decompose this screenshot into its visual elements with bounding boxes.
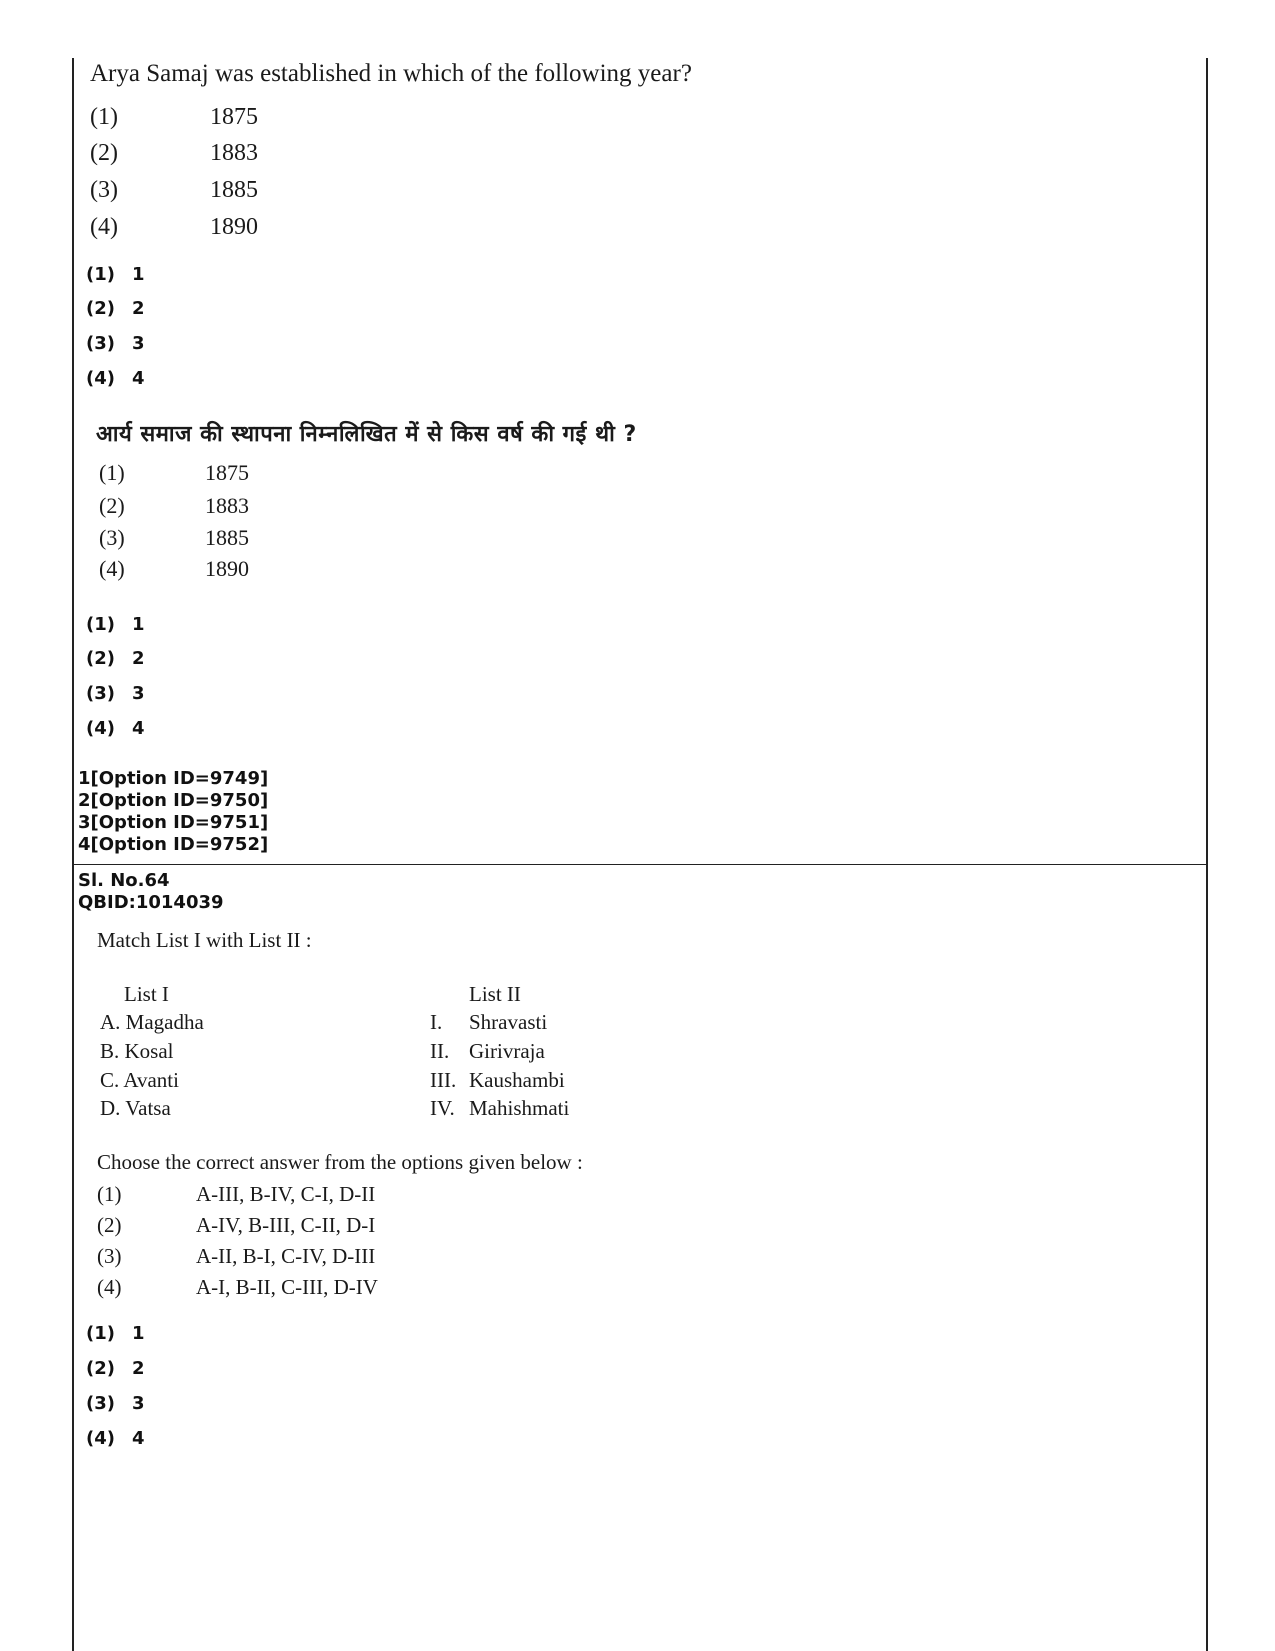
question-text-en: Arya Samaj was established in which of the following year?: [90, 60, 692, 87]
list2-numeral: IV.: [430, 1096, 455, 1120]
option-value: 1883: [210, 140, 258, 166]
answer-value: 3: [132, 333, 145, 354]
option-value: A-IV, B-III, C-II, D-I: [196, 1213, 376, 1237]
option-number: (2): [97, 1213, 122, 1237]
answer-value: 4: [132, 368, 145, 389]
answer-choice[interactable]: [86, 1393, 145, 1414]
list1-item: C. Avanti: [100, 1068, 179, 1092]
answer-choice[interactable]: [86, 1323, 145, 1344]
answer-choice[interactable]: [86, 1358, 145, 1379]
option-value: 1875: [205, 460, 249, 485]
option-number: (3): [97, 1244, 122, 1268]
list1-item: D. Vatsa: [100, 1096, 171, 1120]
option-number: (1): [97, 1182, 122, 1206]
answer-choice[interactable]: [86, 718, 145, 739]
answer-label: (4): [86, 368, 115, 389]
option-value: 1875: [210, 104, 258, 130]
answer-value: 1: [132, 614, 145, 635]
answer-value: 2: [132, 1358, 145, 1379]
list2-numeral: II.: [430, 1039, 450, 1063]
list2-value: Mahishmati: [469, 1096, 570, 1120]
answer-choice[interactable]: [86, 368, 145, 389]
option-number: (3): [90, 177, 118, 203]
list2-numeral: I.: [430, 1010, 443, 1034]
option-id-line: 1[Option ID=9749]: [78, 768, 269, 789]
instruction-text: Choose the correct answer from the options given below :: [97, 1150, 583, 1174]
option-row-hi: [99, 460, 249, 486]
option-row-en: [90, 140, 258, 167]
answer-choice[interactable]: [86, 683, 145, 704]
answer-label: (1): [86, 264, 115, 285]
answer-choice[interactable]: [86, 648, 145, 669]
option-value: A-I, B-II, C-III, D-IV: [196, 1275, 378, 1299]
list2-item: [430, 1096, 570, 1121]
answer-value: 2: [132, 298, 145, 319]
answer-label: (3): [86, 1393, 115, 1414]
answer-value: 1: [132, 1323, 145, 1344]
option-value: 1883: [205, 493, 249, 518]
option-row-hi: [99, 493, 249, 519]
list1-item: A. Magadha: [100, 1010, 204, 1034]
page-border-right: [1206, 58, 1208, 1651]
option-number: (2): [99, 493, 125, 518]
list2-item: [430, 1068, 565, 1093]
option-row-en: [90, 177, 258, 204]
question-divider: [72, 864, 1208, 865]
answer-choice[interactable]: [86, 264, 145, 285]
option-number: (4): [99, 556, 125, 581]
option-row-en: [90, 214, 258, 241]
option-number: (1): [99, 460, 125, 485]
answer-choice[interactable]: [86, 1428, 145, 1449]
answer-label: (3): [86, 683, 115, 704]
option-row: [97, 1213, 376, 1238]
option-row: [97, 1244, 376, 1269]
answer-label: (4): [86, 718, 115, 739]
option-id-line: 2[Option ID=9750]: [78, 790, 269, 811]
list2-numeral: III.: [430, 1068, 457, 1092]
answer-choice[interactable]: [86, 333, 145, 354]
answer-label: (1): [86, 1323, 115, 1344]
answer-label: (4): [86, 1428, 115, 1449]
qbid: QBID:1014039: [78, 892, 224, 913]
option-number: (4): [90, 214, 118, 240]
list1-item: B. Kosal: [100, 1039, 174, 1063]
list2-value: Kaushambi: [469, 1068, 565, 1092]
answer-value: 1: [132, 264, 145, 285]
answer-label: (2): [86, 298, 115, 319]
option-value: 1890: [210, 214, 258, 240]
option-number: (3): [99, 525, 125, 550]
question-prompt: Match List I with List II :: [97, 928, 312, 952]
answer-label: (2): [86, 648, 115, 669]
answer-label: (3): [86, 333, 115, 354]
option-value: 1890: [205, 556, 249, 581]
serial-number: Sl. No.64: [78, 870, 170, 891]
option-value: A-II, B-I, C-IV, D-III: [196, 1244, 376, 1268]
answer-label: (1): [86, 614, 115, 635]
list2-value: Girivraja: [469, 1039, 545, 1063]
option-id-line: 3[Option ID=9751]: [78, 812, 269, 833]
option-number: (4): [97, 1275, 122, 1299]
option-row-hi: [99, 556, 249, 582]
option-row: [97, 1275, 378, 1300]
answer-value: 3: [132, 683, 145, 704]
answer-label: (2): [86, 1358, 115, 1379]
option-value: 1885: [205, 525, 249, 550]
option-row-en: [90, 104, 258, 131]
answer-choice[interactable]: [86, 614, 145, 635]
option-number: (2): [90, 140, 118, 166]
answer-value: 2: [132, 648, 145, 669]
list2-value: Shravasti: [469, 1010, 548, 1034]
answer-value: 3: [132, 1393, 145, 1414]
option-number: (1): [90, 104, 118, 130]
list2-item: [430, 1010, 548, 1035]
answer-choice[interactable]: [86, 298, 145, 319]
list2-header: List II: [469, 982, 521, 1006]
question-text-hi: आर्य समाज की स्थापना निम्नलिखित में से किस वर्ष की गई थी ?: [96, 422, 637, 447]
option-row-hi: [99, 525, 249, 551]
list1-header: List I: [124, 982, 169, 1006]
answer-value: 4: [132, 718, 145, 739]
page-border-left: [72, 58, 74, 1651]
answer-value: 4: [132, 1428, 145, 1449]
option-value: A-III, B-IV, C-I, D-II: [196, 1182, 376, 1206]
list2-item: [430, 1039, 545, 1064]
option-value: 1885: [210, 177, 258, 203]
option-row: [97, 1182, 376, 1207]
option-id-line: 4[Option ID=9752]: [78, 834, 269, 855]
